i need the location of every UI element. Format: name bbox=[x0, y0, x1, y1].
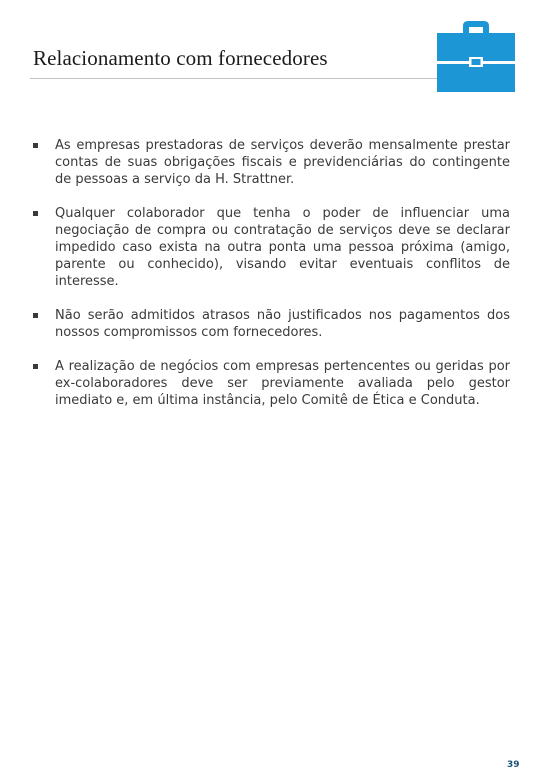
list-item bbox=[33, 307, 510, 341]
briefcase-icon bbox=[436, 18, 516, 94]
bullet-marker bbox=[33, 313, 38, 318]
bullet-text: Não serão admitidos atrasos não justificados nos pagamentos dos nossos compromissos com fornecedores. bbox=[55, 308, 510, 340]
page-title: Relacionamento com fornecedores bbox=[33, 46, 328, 70]
list-item bbox=[33, 358, 510, 409]
page-number: 39 bbox=[507, 760, 520, 770]
bullet-marker bbox=[33, 143, 38, 148]
list-item bbox=[33, 137, 510, 188]
bullet-marker bbox=[33, 364, 38, 369]
bullet-text: As empresas prestadoras de serviços deverão mensalmente prestar contas de suas obrigações fiscais e previdenciárias do contingente de pessoas a serviço da H. Strattner. bbox=[55, 138, 510, 187]
bullet-list bbox=[33, 137, 510, 426]
bullet-marker bbox=[33, 211, 38, 216]
list-item bbox=[33, 205, 510, 290]
bullet-text: Qualquer colaborador que tenha o poder de influenciar uma negociação de compra ou contratação de serviços deve se declarar impedido caso exista na outra ponta uma pessoa próxima (amigo, parente ou conhecido), visando evitar eventuais conflitos de interesse. bbox=[55, 206, 510, 289]
bullet-text: A realização de negócios com empresas pertencentes ou geridas por ex-colaboradores deve ser previamente avaliada pelo gestor imediato e, em última instância, pelo Comitê de Ética e Conduta. bbox=[55, 359, 510, 408]
